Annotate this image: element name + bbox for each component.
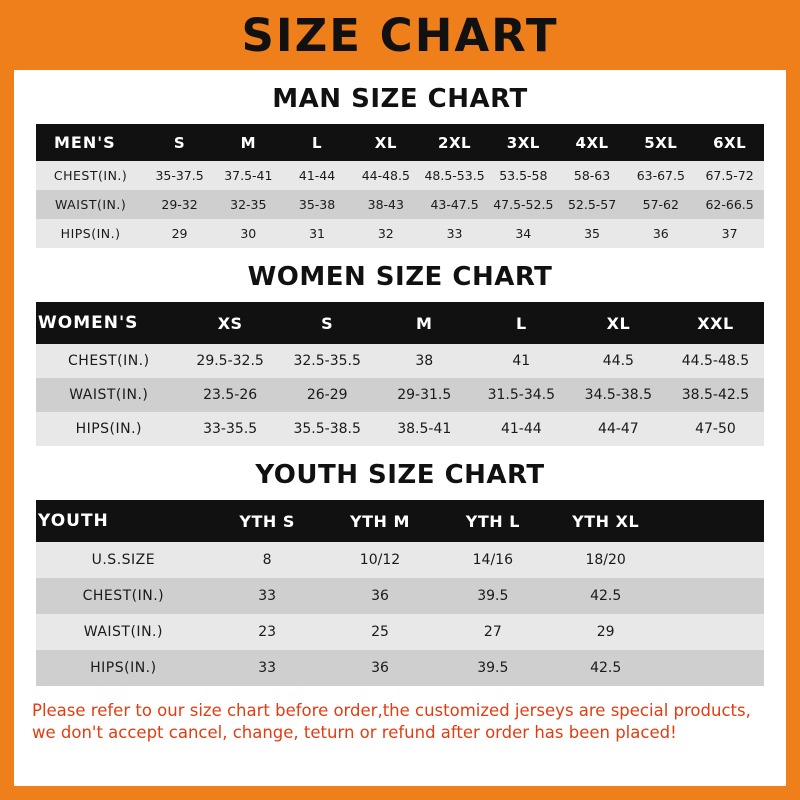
- table-cell: 33: [211, 650, 324, 686]
- section-man: [14, 84, 786, 248]
- table-man-size: [36, 124, 764, 248]
- footer-line-2: we don't accept cancel, change, teturn or refund after order has been placed!: [32, 723, 677, 743]
- table-row: [36, 190, 764, 219]
- table-cell: 67.5-72: [695, 161, 764, 190]
- table-header-cell: S: [279, 302, 376, 344]
- table-header-cell: XS: [182, 302, 279, 344]
- table-youth-size: [36, 500, 764, 686]
- table-row: [36, 542, 764, 578]
- table-row: [36, 219, 764, 248]
- row-label: HIPS(IN.): [36, 650, 211, 686]
- table-cell: 47-50: [667, 412, 764, 446]
- row-label: WAIST(IN.): [36, 378, 182, 412]
- table-row: [36, 578, 764, 614]
- table-cell: 29: [549, 614, 662, 650]
- table-women-size: [36, 302, 764, 446]
- table-cell: 48.5-53.5: [420, 161, 489, 190]
- table-row: [36, 378, 764, 412]
- table-cell: 44-48.5: [351, 161, 420, 190]
- table-row: [36, 614, 764, 650]
- table-cell: 32: [351, 219, 420, 248]
- row-label: WAIST(IN.): [36, 190, 145, 219]
- table-cell: 27: [436, 614, 549, 650]
- table-cell: 8: [211, 542, 324, 578]
- table-body-man: [36, 161, 764, 248]
- table-cell: 26-29: [279, 378, 376, 412]
- table-header-label: MEN'S: [36, 124, 145, 161]
- section-women: [14, 262, 786, 446]
- table-row: [36, 161, 764, 190]
- table-header-cell: 3XL: [489, 124, 558, 161]
- table-cell: 37: [695, 219, 764, 248]
- table-header-cell: YTH M: [324, 500, 437, 542]
- table-cell: 29-32: [145, 190, 214, 219]
- table-head-man: [36, 124, 764, 161]
- table-cell-spacer: [662, 542, 764, 578]
- table-cell: 39.5: [436, 578, 549, 614]
- table-cell: 38.5-41: [376, 412, 473, 446]
- table-cell: 33: [211, 578, 324, 614]
- section-title-man: MAN SIZE CHART: [272, 84, 528, 114]
- section-youth: [14, 460, 786, 686]
- table-cell: 41-44: [473, 412, 570, 446]
- table-cell: 43-47.5: [420, 190, 489, 219]
- table-header-row: [36, 124, 764, 161]
- table-cell: 44.5: [570, 344, 667, 378]
- table-head-women: [36, 302, 764, 344]
- table-cell: 53.5-58: [489, 161, 558, 190]
- table-header-label: WOMEN'S: [36, 302, 182, 344]
- table-cell: 52.5-57: [558, 190, 627, 219]
- table-body-women: [36, 344, 764, 446]
- table-cell: 42.5: [549, 578, 662, 614]
- table-cell: 35-37.5: [145, 161, 214, 190]
- row-label: CHEST(IN.): [36, 578, 211, 614]
- row-label: HIPS(IN.): [36, 412, 182, 446]
- table-row: [36, 650, 764, 686]
- table-header-cell: M: [214, 124, 283, 161]
- table-header-cell: L: [473, 302, 570, 344]
- table-cell: 23.5-26: [182, 378, 279, 412]
- table-header-cell: 2XL: [420, 124, 489, 161]
- table-cell: 38: [376, 344, 473, 378]
- table-header-cell: L: [283, 124, 352, 161]
- table-cell-spacer: [662, 614, 764, 650]
- table-cell: 36: [324, 650, 437, 686]
- table-cell: 23: [211, 614, 324, 650]
- table-cell: 41: [473, 344, 570, 378]
- table-cell: 10/12: [324, 542, 437, 578]
- table-header-cell: M: [376, 302, 473, 344]
- table-cell: 41-44: [283, 161, 352, 190]
- table-header-cell: 5XL: [626, 124, 695, 161]
- table-cell: 39.5: [436, 650, 549, 686]
- table-cell: 35: [558, 219, 627, 248]
- table-cell: 30: [214, 219, 283, 248]
- table-cell: 32-35: [214, 190, 283, 219]
- table-cell: 58-63: [558, 161, 627, 190]
- table-cell: 62-66.5: [695, 190, 764, 219]
- table-header-cell: 6XL: [695, 124, 764, 161]
- table-header-cell: XL: [570, 302, 667, 344]
- page-title: SIZE CHART: [241, 8, 559, 62]
- table-header-cell: 4XL: [558, 124, 627, 161]
- row-label: U.S.SIZE: [36, 542, 211, 578]
- table-header-cell: YTH L: [436, 500, 549, 542]
- table-cell: 57-62: [626, 190, 695, 219]
- table-header-cell: YTH S: [211, 500, 324, 542]
- section-title-women: WOMEN SIZE CHART: [247, 262, 553, 292]
- table-cell: 38.5-42.5: [667, 378, 764, 412]
- table-row: [36, 344, 764, 378]
- table-cell: 29.5-32.5: [182, 344, 279, 378]
- footer-note: [14, 686, 786, 745]
- table-header-row: [36, 500, 764, 542]
- table-cell: 44.5-48.5: [667, 344, 764, 378]
- table-cell: 33-35.5: [182, 412, 279, 446]
- table-header-cell: XXL: [667, 302, 764, 344]
- table-header-spacer: [662, 500, 764, 542]
- table-cell: 34.5-38.5: [570, 378, 667, 412]
- table-head-youth: [36, 500, 764, 542]
- row-label: HIPS(IN.): [36, 219, 145, 248]
- table-cell: 36: [324, 578, 437, 614]
- table-header-row: [36, 302, 764, 344]
- table-cell: 32.5-35.5: [279, 344, 376, 378]
- table-cell: 38-43: [351, 190, 420, 219]
- table-cell: 29: [145, 219, 214, 248]
- footer-line-1: Please refer to our size chart before order,the customized jerseys are special products,: [32, 701, 751, 720]
- bottom-accent-bar: [0, 786, 800, 800]
- table-header-cell: YTH XL: [549, 500, 662, 542]
- table-cell-spacer: [662, 650, 764, 686]
- table-header-cell: XL: [351, 124, 420, 161]
- table-header-cell: S: [145, 124, 214, 161]
- table-body-youth: [36, 542, 764, 686]
- table-row: [36, 412, 764, 446]
- table-cell: 63-67.5: [626, 161, 695, 190]
- table-cell: 35-38: [283, 190, 352, 219]
- section-title-youth: YOUTH SIZE CHART: [255, 460, 545, 490]
- table-cell: 34: [489, 219, 558, 248]
- table-cell: 42.5: [549, 650, 662, 686]
- page-header: [0, 0, 800, 70]
- table-cell-spacer: [662, 578, 764, 614]
- row-label: WAIST(IN.): [36, 614, 211, 650]
- table-cell: 14/16: [436, 542, 549, 578]
- table-cell: 31.5-34.5: [473, 378, 570, 412]
- table-cell: 44-47: [570, 412, 667, 446]
- table-cell: 47.5-52.5: [489, 190, 558, 219]
- table-header-label: YOUTH: [36, 500, 211, 542]
- table-cell: 36: [626, 219, 695, 248]
- table-cell: 35.5-38.5: [279, 412, 376, 446]
- table-cell: 37.5-41: [214, 161, 283, 190]
- table-cell: 25: [324, 614, 437, 650]
- table-cell: 33: [420, 219, 489, 248]
- table-cell: 31: [283, 219, 352, 248]
- row-label: CHEST(IN.): [36, 344, 182, 378]
- row-label: CHEST(IN.): [36, 161, 145, 190]
- table-cell: 29-31.5: [376, 378, 473, 412]
- table-cell: 18/20: [549, 542, 662, 578]
